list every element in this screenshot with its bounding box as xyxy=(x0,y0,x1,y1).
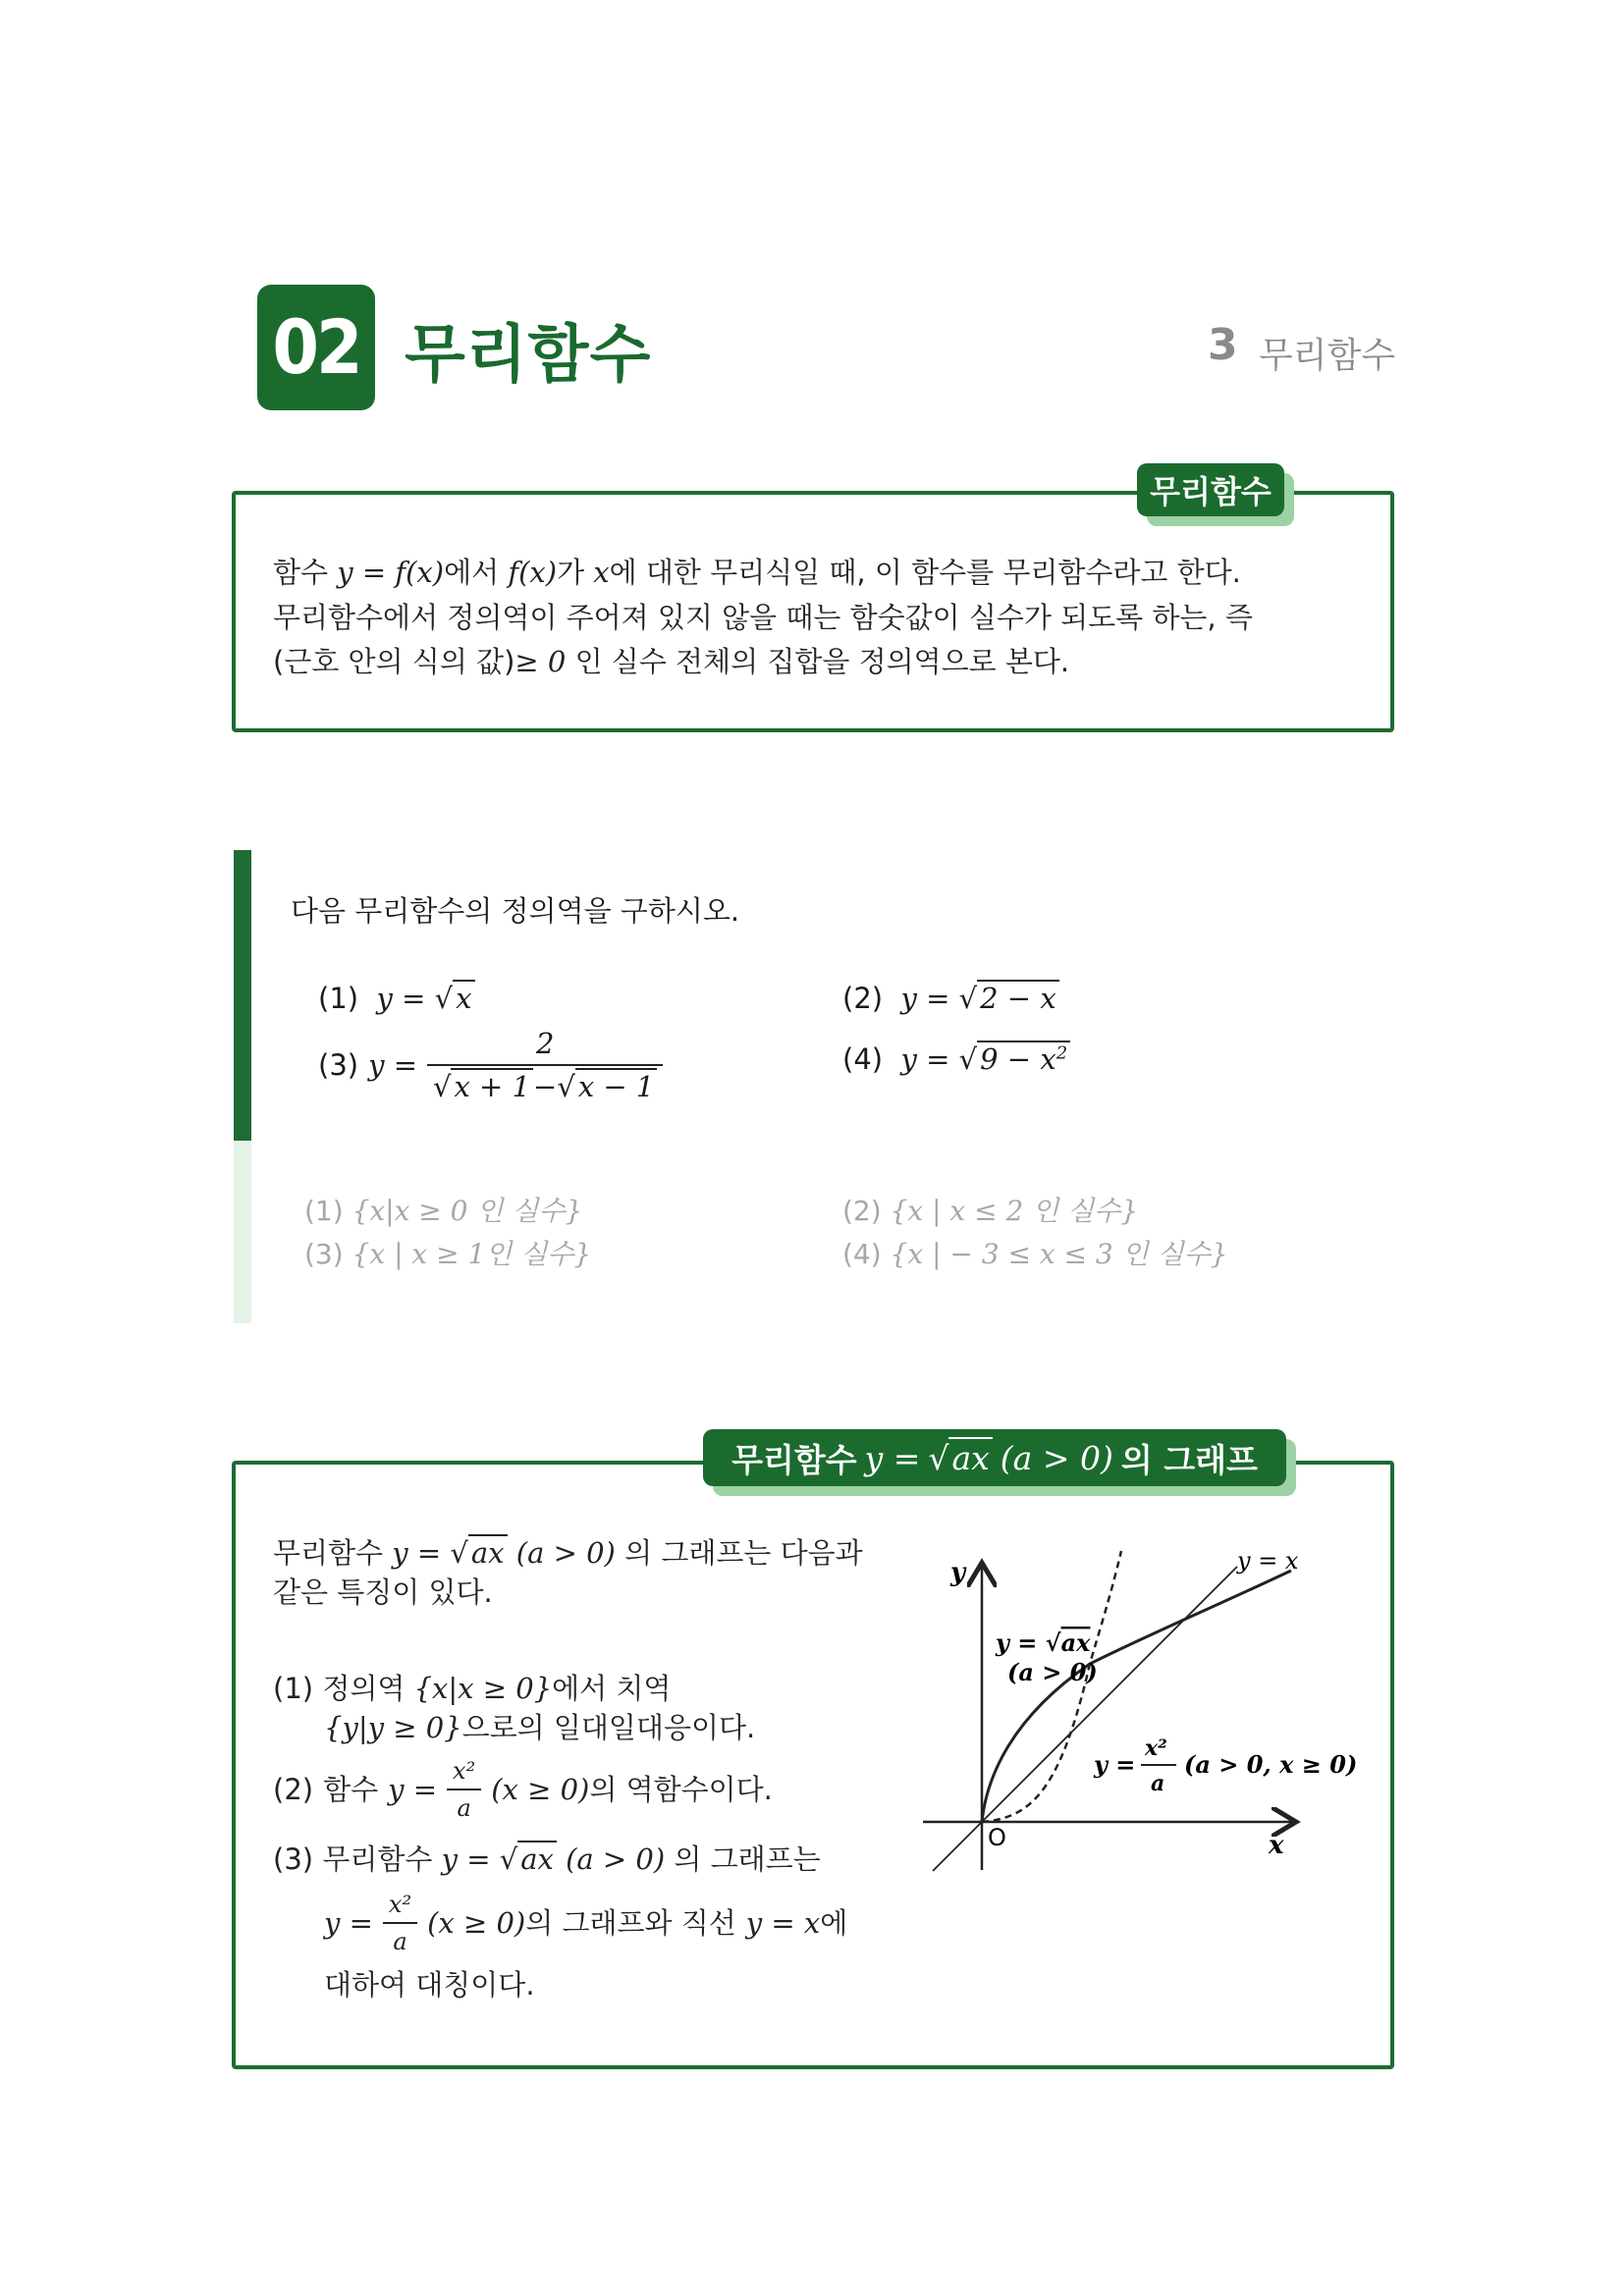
parabola-curve xyxy=(982,1551,1121,1822)
graph-section-tag: 무리함수 y = √ax (a > 0) 의 그래프 xyxy=(703,1429,1286,1486)
chapter-number-badge: 02 xyxy=(257,285,375,410)
answer-3: (3) {x | x ≥ 1인 실수} xyxy=(304,1238,592,1270)
problem-prompt: 다음 무리함수의 정의역을 구하시오. xyxy=(291,894,740,928)
line-y-equals-x xyxy=(933,1567,1237,1871)
problem-item-3: (3) y = $\frac{2}{√ x + 1 -√ x - 1}$ xyxy=(318,1027,663,1103)
definition-line-2: 무리함수에서 정의역이 주어져 있지 않을 때는 함숫값이 실수가 되도록 하는, 즉 xyxy=(273,601,1253,634)
chapter-title: 무리함수 xyxy=(405,319,652,392)
parabola-label-lhs: y = xyxy=(1094,1750,1136,1779)
parabola-label-den: a xyxy=(1151,1771,1165,1796)
definition-line-1: 함수 y = f(x)에서 f(x)가 x에 대한 무리식일 때, 이 함수를 무리함수라고 한다. xyxy=(273,556,1241,589)
unit-title: 무리함수 xyxy=(1259,336,1396,376)
sqrt-curve xyxy=(982,1571,1291,1822)
var-x: x xyxy=(593,556,610,589)
answer-2: (2) {x | x ≤ 2 인 실수} xyxy=(842,1195,1139,1227)
problem-item-4: (4) y = √ $9 - x^2$ xyxy=(842,1042,1070,1076)
feature-1: (1) 정의역 {x|x ≥ 0}에서 치역 {y|y ≥ 0}으로의 일대일대응이다. xyxy=(273,1672,756,1744)
definition-line-3: (근호 안의 식의 값)≥ 0 인 실수 전체의 집합을 정의역으로 본다. xyxy=(273,645,1070,678)
x-axis-label: x xyxy=(1269,1831,1284,1860)
problem-bar xyxy=(234,850,251,1141)
feature-3: (3) 무리함수 y = √ ax (a > 0) 의 그래프는 y = $\frac{\text{x²}}{a}$ (x ≥ 0) 의 그래프와 직선 y = x 에 대하여 대칭이다. xyxy=(273,1842,848,2002)
sqrt-curve-label: y = √ax xyxy=(996,1629,1091,1657)
answer-bar xyxy=(234,1141,251,1323)
unit-number: 3 xyxy=(1208,320,1238,370)
problem-item-1: (1) y = √ x xyxy=(318,982,475,1015)
parabola-label-cond: (a > 0, x ≥ 0) xyxy=(1184,1750,1358,1779)
definition-tag: 무리함수 xyxy=(1137,463,1284,516)
answer-4: (4) {x | − 3 ≤ x ≤ 3 인 실수} xyxy=(842,1238,1228,1270)
sqrt-function-graph xyxy=(913,1541,1365,1904)
line-label: y = x xyxy=(1237,1547,1299,1575)
eq-y-fx: y = f(x) xyxy=(337,556,445,589)
y-axis-label: y xyxy=(950,1558,966,1587)
origin-label: O xyxy=(988,1824,1006,1851)
graph-intro: 무리함수 y = √ ax (a > 0) 의 그래프는 다음과 같은 특징이 있다. xyxy=(273,1536,863,1609)
sqrt-curve-condition: (a > 0) xyxy=(1007,1658,1098,1686)
feature-2: (2) 함수 y = $\frac{\text{x²}}{a}$ (x ≥ 0) 의 역함수이다. xyxy=(273,1757,773,1822)
eq-fx: f(x) xyxy=(508,556,558,589)
answer-1: (1) {x|x ≥ 0 인 실수} xyxy=(304,1195,583,1227)
parabola-label-num: x² xyxy=(1145,1735,1167,1761)
problem-item-2: (2) y = √ 2 − x xyxy=(842,982,1059,1015)
